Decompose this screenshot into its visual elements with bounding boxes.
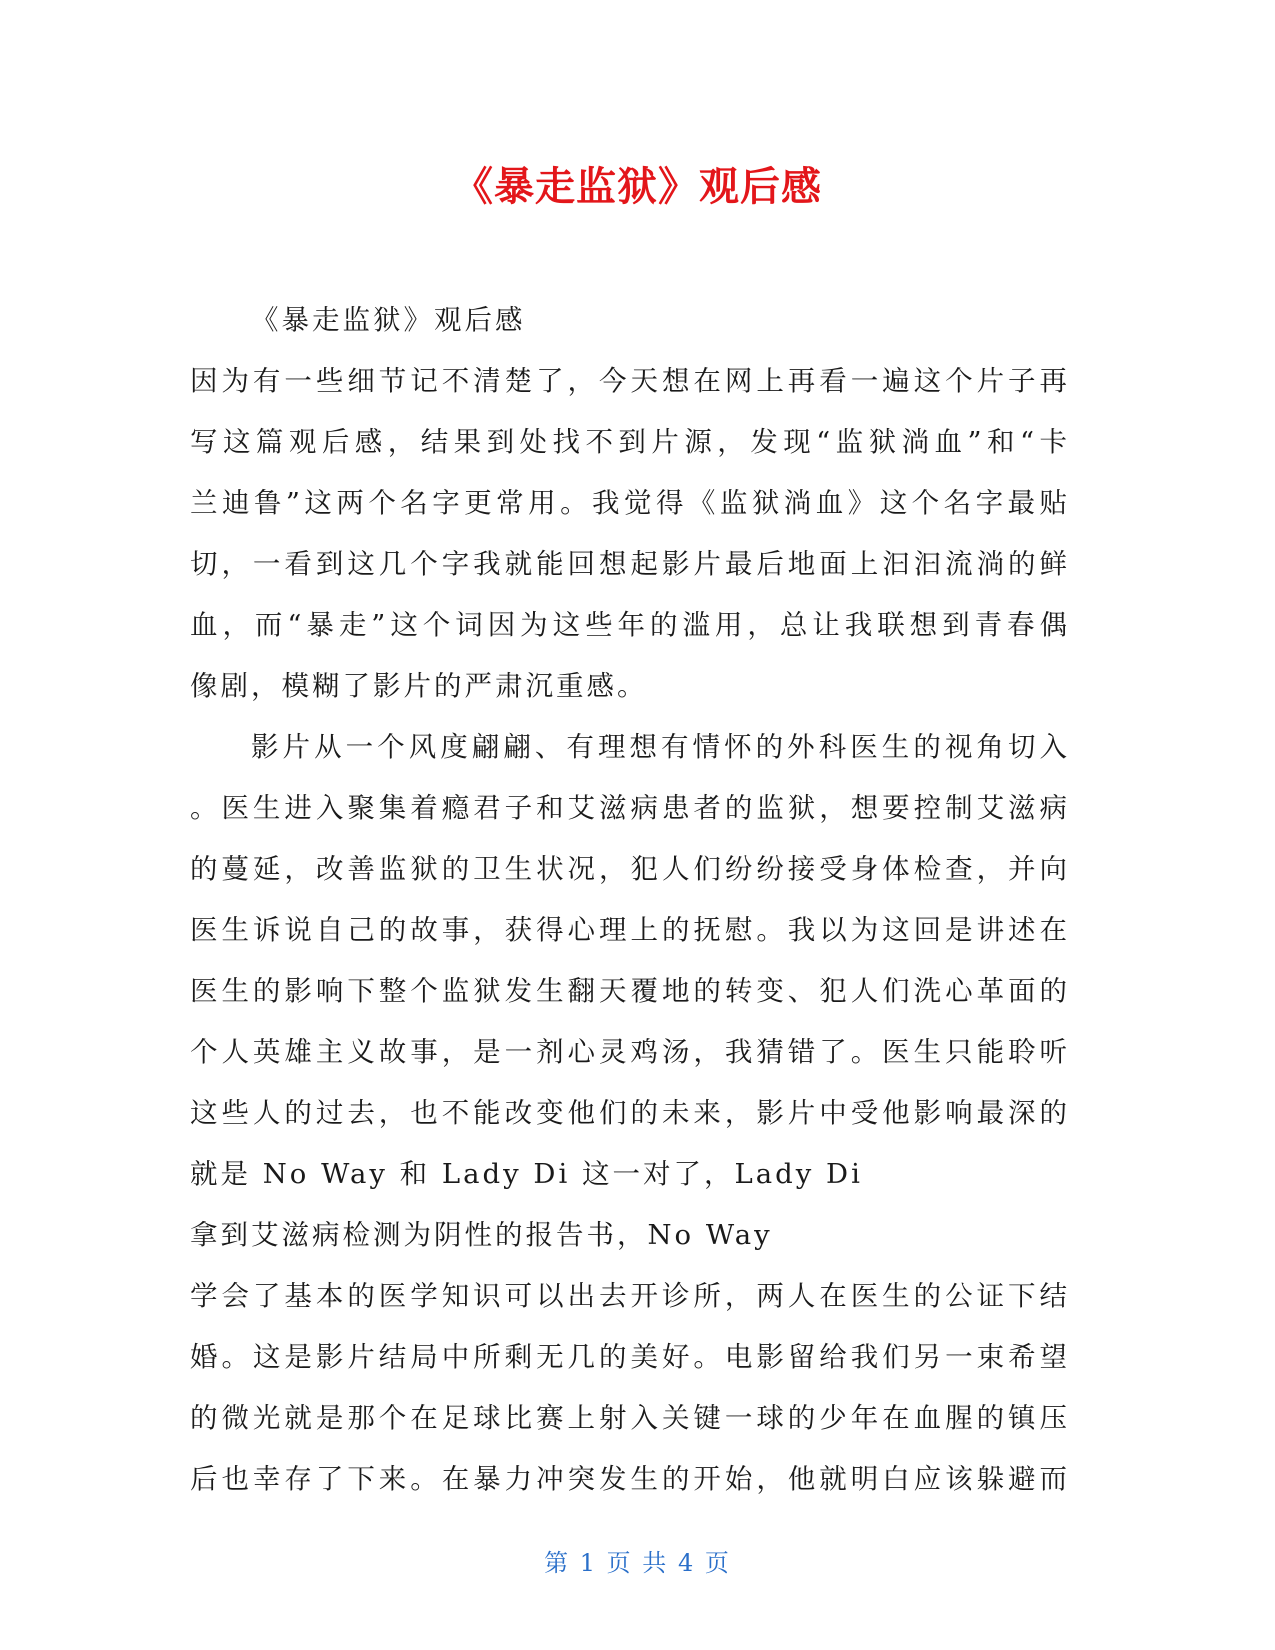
text-line: 这些人的过去，也不能改变他们的未来，影片中受他影响最深的 — [190, 1097, 1070, 1129]
text-line: 婚。这是影片结局中所剩无几的美好。电影留给我们另一束希望 — [190, 1341, 1070, 1373]
text-line: 影片从一个风度翩翩、有理想有情怀的外科医生的视角切入 — [251, 731, 1070, 763]
text-line: 就是 No Way 和 Lady Di 这一对了，Lady Di — [190, 1158, 863, 1190]
text-line: 写这篇观后感，结果到处找不到片源，发现“监狱淌血”和“卡 — [190, 426, 1070, 458]
text-line: 《暴走监狱》观后感 — [251, 304, 526, 336]
text-line: 学会了基本的医学知识可以出去开诊所，两人在医生的公证下结 — [190, 1280, 1070, 1312]
text-line: 因为有一些细节记不清楚了，今天想在网上再看一遍这个片子再 — [190, 365, 1070, 397]
text-line: 后也幸存了下来。在暴力冲突发生的开始，他就明白应该躲避而 — [190, 1463, 1070, 1495]
text-line: 像剧，模糊了影片的严肃沉重感。 — [190, 670, 648, 702]
text-line: 的微光就是那个在足球比赛上射入关键一球的少年在血腥的镇压 — [190, 1402, 1070, 1434]
text-line: 的蔓延，改善监狱的卫生状况，犯人们纷纷接受身体检查，并向 — [190, 853, 1070, 885]
page-title: 《暴走监狱》观后感 — [453, 164, 822, 210]
text-line: 。医生进入聚集着瘾君子和艾滋病患者的监狱，想要控制艾滋病 — [190, 792, 1070, 824]
page-footer: 第 1 页 共 4 页 — [544, 1549, 731, 1577]
text-line: 拿到艾滋病检测为阴性的报告书，No Way — [190, 1219, 773, 1251]
text-line: 医生诉说自己的故事，获得心理上的抚慰。我以为这回是讲述在 — [190, 914, 1070, 946]
text-line: 血，而“暴走”这个词因为这些年的滥用，总让我联想到青春偶 — [190, 609, 1070, 641]
text-line: 个人英雄主义故事，是一剂心灵鸡汤，我猜错了。医生只能聆听 — [190, 1036, 1070, 1068]
text-line: 兰迪鲁”这两个名字更常用。我觉得《监狱淌血》这个名字最贴 — [190, 487, 1070, 519]
text-line: 医生的影响下整个监狱发生翻天覆地的转变、犯人们洗心革面的 — [190, 975, 1070, 1007]
body-text — [190, 290, 1070, 1510]
text-line: 切，一看到这几个字我就能回想起影片最后地面上汩汩流淌的鲜 — [190, 548, 1070, 580]
